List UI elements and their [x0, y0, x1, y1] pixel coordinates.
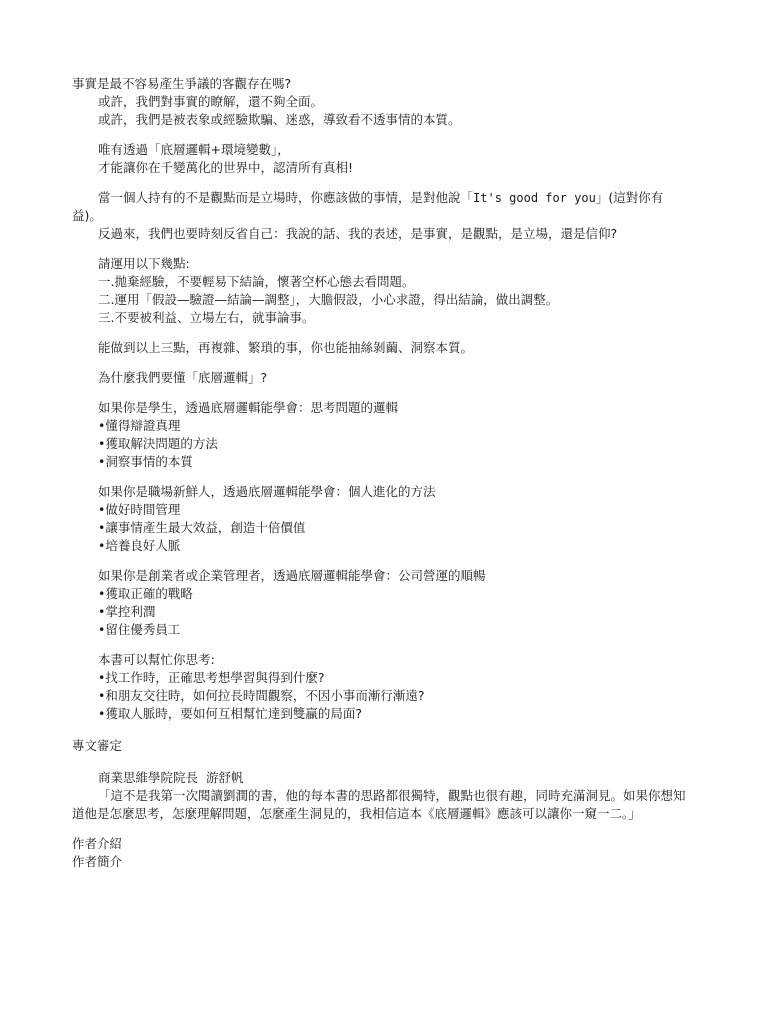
list-item: •掌控利潤	[98, 604, 156, 619]
review-author: 商業思維學院院長 游舒帆	[98, 770, 244, 785]
help-heading: 本書可以幫忙你思考:	[98, 652, 215, 667]
point-item: 二.運用「假設—驗證—結論—調整」，大膽假設，小心求證，得出結論，做出調整。	[98, 292, 559, 307]
list-item: •找工作時，正確思考想學習與得到什麼?	[98, 670, 325, 685]
list-item: •做好時間管理	[98, 502, 181, 517]
point-item: 一.拋棄經驗，不要輕易下結論，懷著空杯心態去看問題。	[98, 274, 415, 289]
intro-line: 或許，我們對事實的瞭解，還不夠全面。	[98, 94, 324, 109]
stance-paragraph-cont: 益)。	[72, 208, 102, 223]
stance-quote-en: It's good for you	[473, 191, 596, 205]
stance-paragraph	[72, 189, 696, 207]
student-heading: 如果你是學生，透過底層邏輯能學會：思考問題的邏輯	[98, 400, 399, 415]
author-bio-heading: 作者簡介	[72, 854, 123, 869]
document-body	[72, 75, 696, 871]
list-item: •洞察事情的本質	[98, 454, 193, 469]
list-item: •和朋友交往時，如何拉長時間觀察，不因小事而漸行漸遠?	[98, 688, 425, 703]
intro-question: 事實是最不容易產生爭議的客觀存在嗎?	[72, 76, 292, 91]
stance-text: 」(這對你有	[595, 190, 664, 205]
list-item: •獲取正確的戰略	[98, 586, 193, 601]
list-item: •獲取解決問題的方法	[98, 436, 218, 451]
points-heading: 請運用以下幾點:	[98, 256, 190, 271]
why-heading: 為什麼我們要懂「底層邏輯」?	[98, 370, 268, 385]
list-item: •懂得辯證真理	[98, 418, 181, 433]
point-item: 三.不要被利益、立場左右，就事論事。	[98, 310, 315, 325]
list-item: •讓事情產生最大效益，創造十倍價值	[98, 520, 306, 535]
author-intro-heading: 作者介紹	[72, 836, 123, 851]
newbie-heading: 如果你是職場新鮮人，透過底層邏輯能學會：個人進化的方法	[98, 484, 436, 499]
review-quote: 「這不是我第一次閱讀劉潤的書，他的每本書的思路都很獨特，觀點也很有趣，同時充滿洞見。如果你想知	[98, 788, 686, 803]
list-item: •培養良好人脈	[98, 538, 181, 553]
stance-reflection: 反過來，我們也要時刻反省自己：我說的話、我的表述，是事實，是觀點，是立場，還是信仰?	[98, 226, 618, 241]
thesis-line: 唯有透過「底層邏輯+環境變數」，	[98, 142, 290, 157]
intro-line: 或許，我們是被表象或經驗欺騙、迷惑，導致看不透事情的本質。	[98, 112, 461, 127]
thesis-line: 才能讓你在千變萬化的世界中，認清所有真相!	[98, 160, 354, 175]
points-summary: 能做到以上三點，再複雜、繁瑣的事，你也能抽絲剝繭、洞察本質。	[98, 340, 474, 355]
review-title: 專文審定	[72, 738, 123, 753]
list-item: •獲取人脈時，要如何互相幫忙達到雙贏的局面?	[98, 706, 363, 721]
stance-text: 當一個人持有的不是觀點而是立場時，你應該做的事情，是對他說「	[98, 190, 474, 205]
review-quote-cont: 道他是怎麼思考，怎麼理解問題，怎麼產生洞見的，我相信這本《底層邏輯》應該可以讓你一窺一二。」	[72, 806, 641, 821]
list-item: •留住優秀員工	[98, 622, 181, 637]
founder-heading: 如果你是創業者或企業管理者，透過底層邏輯能學會：公司營運的順暢	[98, 568, 486, 583]
